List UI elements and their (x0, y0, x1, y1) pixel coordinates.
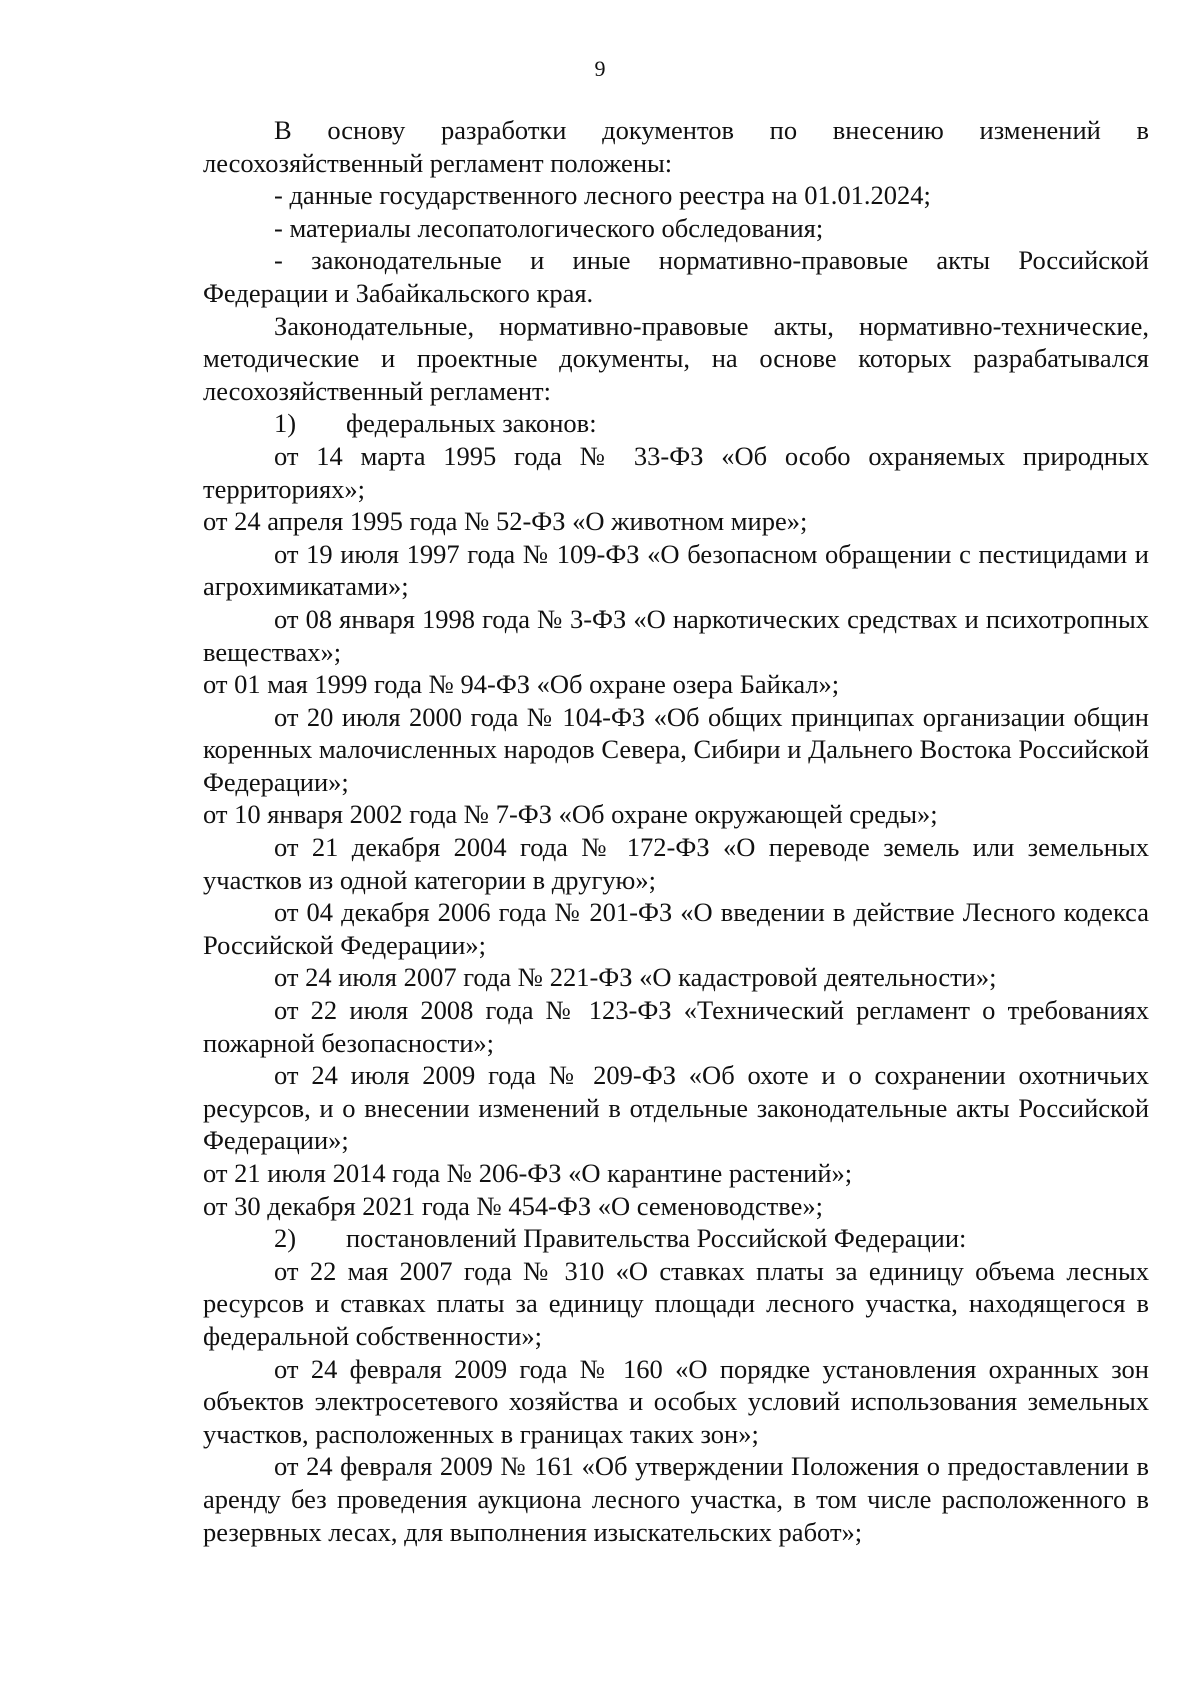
list-number: 1) (274, 408, 297, 439)
law-item: от 01 мая 1999 года № 94-ФЗ «Об охране озера Байкал»; (203, 669, 840, 700)
page-number: 9 (594, 56, 606, 81)
basis-item-legal-acts: - законодательные и иные нормативно-правовые акты Российской Федерации и Забайкальского края. (203, 245, 1149, 308)
law-item: от 08 января 1998 года № 3-ФЗ «О наркотических средствах и психотропных веществах»; (203, 603, 1149, 667)
law-item: от 04 декабря 2006 года № 201-ФЗ «О введении в действие Лесного кодекса Российской Федерации»; (203, 897, 1149, 960)
documents-paragraph: Законодательные, нормативно-правовые акты, нормативно-технические, методические и проектные документы, на основе которых разрабатывался лесохозяйственный регламент: (203, 310, 1149, 406)
intro-paragraph: В основу разработки документов по внесению изменений в лесохозяйственный регламент положены: (203, 115, 1149, 178)
law-item: от 24 июля 2007 года № 221-ФЗ «О кадастровой деятельности»; (274, 962, 997, 993)
document-body (203, 114, 1149, 1548)
list-number: 2) (274, 1223, 297, 1254)
resolution-item: от 24 февраля 2009 № 161 «Об утверждении Положения о предоставлении в аренду без проведения аукциона лесного участка, в том числе расположенного в резервных лесах, для выполнения изыскательских работ»; (203, 1451, 1149, 1547)
list-item-federal-laws (203, 407, 1149, 440)
resolution-item: от 22 мая 2007 года № 310 «О ставках платы за единицу объема лесных ресурсов и ставках платы за единицу площади лесного участка, находящегося в федеральной собственности»; (203, 1255, 1149, 1351)
law-item: от 22 июля 2008 года № 123-ФЗ «Технический регламент о требованиях пожарной безопасности»; (203, 995, 1149, 1058)
law-item: от 21 декабря 2004 года № 172-ФЗ «О переводе земель или земельных участков из одной категории в другую»; (203, 832, 1149, 895)
law-item: от 24 июля 2009 года № 209-ФЗ «Об охоте и о сохранении охотничьих ресурсов, и о внесении изменений в отдельные законодательные акты Российской Федерации»; (203, 1060, 1149, 1156)
resolution-item: от 24 февраля 2009 года № 160 «О порядке установления охранных зон объектов электросетевого хозяйства и особых условий использования земельных участков, расположенных в границах таких зон»; (203, 1353, 1149, 1449)
basis-item-forest-registry: - данные государственного лесного реестра на 01.01.2024; (274, 180, 931, 211)
list-heading: постановлений Правительства Российской Федерации: (346, 1223, 967, 1254)
law-item: от 30 декабря 2021 года № 454-ФЗ «О семеноводстве»; (203, 1190, 823, 1221)
law-item: от 20 июля 2000 года № 104-ФЗ «Об общих принципах организации общин коренных малочисленных народов Севера, Сибири и Дальнего Востока Российской Федерации»; (203, 701, 1149, 797)
basis-item-pathology-survey: - материалы лесопатологического обследования; (274, 212, 824, 243)
law-item: от 19 июля 1997 года № 109-ФЗ «О безопасном обращении с пестицидами и агрохимикатами»; (203, 538, 1149, 602)
list-heading: федеральных законов: (346, 408, 597, 439)
list-item-government-resolutions (203, 1222, 1149, 1255)
law-item: от 10 января 2002 года № 7-ФЗ «Об охране окружающей среды»; (203, 799, 938, 830)
law-item: от 14 марта 1995 года № 33-ФЗ «Об особо охраняемых природных территориях»; (203, 440, 1149, 504)
law-item: от 24 апреля 1995 года № 52-ФЗ «О животном мире»; (203, 506, 808, 537)
law-item: от 21 июля 2014 года № 206-ФЗ «О карантине растений»; (203, 1158, 853, 1188)
